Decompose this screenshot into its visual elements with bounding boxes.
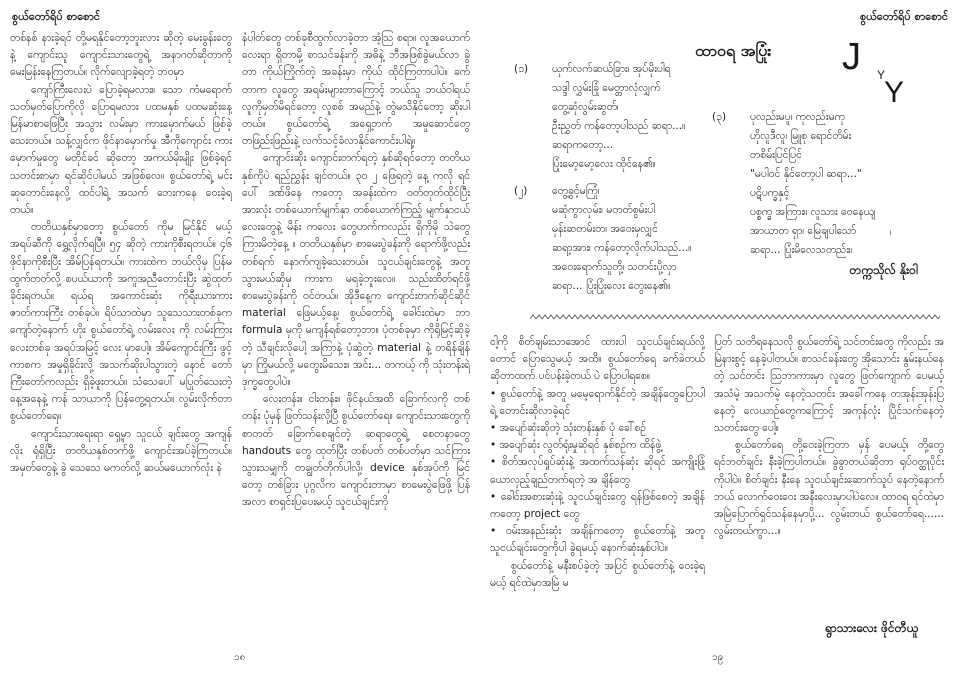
- paragraph: ကျောင်းသားရေးရာ ရှေ့မှာ သူငယ် ချင်းတွေ အကျန်လိုး ရုံရှိပြီး တတိယနှစ်တက်ဖို့ ကျောင်းအပ်ခဲ့ကြတယ်။ အမှတ်တွေနဲ့ ခွဲ သေသေ မကတ်လို့ ဆယ်မယောက်လုံး နဲ: [10, 427, 232, 475]
- poem-line: ပုလည်းမပူ၊ ကုလည်းမကု: [750, 111, 845, 123]
- article-column-2: [714, 334, 944, 599]
- poem-line: ပြုံးမော့မော့လေး ထိုင်နေ၏။: [552, 158, 656, 170]
- bullet-item: • ဝမ်းအနည်းဆုံး အချိန်ကတော့ စွယ်တော်နဲ့ အတူ သူငယ်ချင်းတွေကိုပါ ခွဲရမယ့် နောက်ဆုံးနှစ်ပါပဲ။: [490, 525, 705, 555]
- bullet-item: • စိတ်အလုပ်ရှုပ်ဆုံးနဲ့ အထက်သန်ဆုံး ဆိုရင် အကျိုးဖြုံ ယောလှည့်ချည်တက်ရတဲ့ အ ချိန်တွေ: [490, 456, 705, 486]
- article-author: ရွာသားလေး ဖိုင်တီယူ: [824, 621, 918, 635]
- zigzag-divider: [530, 312, 940, 322]
- poem-line: တစိမ်းပြင်ပြင်: [750, 149, 802, 161]
- poem-line: ယုက်လက်ဆယ်ခြား၊ အုပ်မိုးပါရ: [552, 63, 671, 75]
- paragraph: စွယ်တော်နဲ့ မနီးစပ်ခဲ့တဲ့ အပြင် စွယ်တော်နဲ့ ဝေးခဲ့ရမယ့် ရင်ထဲမှာအမြဲ မ: [490, 559, 705, 589]
- poem-line: ဆရာ... ပြုံးပြုံးလေး တွေးနေ၏။: [552, 280, 671, 292]
- poem-line: မဆုံကွာလှမ်း၊ မတတ်စွမ်းပါ: [552, 204, 656, 216]
- page-number: ၁၈: [234, 652, 246, 663]
- article-column-1: [490, 334, 705, 649]
- running-head: စွယ်တော်ရိပ် စာစောင်: [860, 10, 948, 23]
- paragraph: ကျော်ကြီးလေးပဲ ပြောခဲ့ရမလား။ သော ကံမရောက် သတ်မှတ်ပြောကိုလို ပြောရမလား ပထမနှစ် ပထမဆုံးနေ့ မြန်မာစာဖြေပြီး အသွား လမ်းမှာ ကားမှောက်မယ် ဖြစ်ခဲ့သေးတယ်။ သန့်လျှင်က ဖိုင်နာမှောက်မှု အီကိုကျောင်း ကားမှောက်မှုတွေ မတိုင်ခင် ဆိုတော့ အကယ်မိုးမျိုး ဖြစ်ခဲ့ရင် သတင်းစာမှာ ရင်ဆိုင်ပါမယ် အဖြစ်လေ။ စွယ်တော်ရဲ့ မင်း ဆုတောင်းနေလို့ ထင်ပါရဲ့ အသက် ဘေးကနေ ဝေးခဲ့ရတယ်။: [10, 83, 232, 217]
- stray-mark: ၊: [890, 227, 892, 238]
- bullet-item: • အပျော်ဆုံး လွတ်ရုံးမှုဆိုရင် နှစ်စဉ်က ထိန်ဖွဲ့: [490, 439, 662, 452]
- paragraph: တစ်နစ် နားခဲ့ရင် တို့မရနိုင်တော့ဘူးလား ဆိုတဲ့ မေးခွန်းတွေနဲ့ ကျောင်းသူ ကျောင်းသားတွေရဲ့ အနာဂတ်ဆိုတာကို မေးမြန်းနေကြတယ်။ လိုက်လျောခဲ့ရတဲ့ ဘဝမှာ: [10, 32, 232, 79]
- paragraph: ကျောင်းဆိုး ကျောင်းတက်ရတဲ့ နှစ်ဆိုရင်တော့ တတိယနှစ်ကိုပဲ ရည်ညွှန်း ချင်တယ်။ ၃၀ ၂ ဖြေရတဲ့ နေ့ ကလို ရင်ပေါ် ဒဏ်ဖိနေ ကတော့ အခန်းထဲက ဝတ်တုတ်ထိုင်ပြီး အားလုံး တစ်ယောက်မျက်နှာ တစ်ယောက်ကြည့် မျက်နှာငယ်လေးတွေနဲ့ မိန်း ကလေး တွေဟက်ကလည်း ရှိကိုမို သဲတွေ ကြားမိတဲ့နေ့ ။ တတိယနှစ်မှာ စာမေးပွဲခန်းကို ရောက်ဖို့လည်း တစ်ရက် နောက်ကျခဲ့သေးတယ်။ သူငယ်ချင်းတွေနဲ့ အတူ သွားမယ်ဆိုမှ ကားက မရခဲ့ဘူးလေ။ သည်းထိတ်ရင်ဖို့ စာမေးပွဲခန်းကို ဝင်တယ်။ အိုဒီနေ့က ကျောင်းတက်ဆိုင်ဆိုင် material ဖြေမယ့်နေ့၊ စွယ်တော်ရဲ့ ခေါင်းထဲမှာ ဘာ formula မှကို မကျန်ရစ်တော့ဘာ။ ပုံတစ်ခုမှာ ကိုရိုမြင့်ဆိုခဲ့တဲ့ သီချင်းလိုပေါ့ အကြာနဲ့ ပုံဆွဲတဲ့ material နဲ့ တရိန်ချိန်မှာ ကြိုမယ်လို့ မတွေးမိသေး။ အင်း... တကယ့် ကို သုံးတန်းရဲ့ ဒုက္ခတွေပါပဲ။: [242, 152, 470, 389]
- poem-line: တွေ့ခွင့်မကြုံ၊: [552, 185, 600, 197]
- poem-line: ဦးညွှတ် ကန်တော့ပါသည် ဆရာ...။: [552, 120, 686, 132]
- poem-line: ပဋိပက္ခနှင့်: [750, 187, 790, 199]
- poem-author: တက္ကသိုလ် နိုးဝါ: [849, 263, 918, 277]
- article-column-2: [242, 30, 470, 648]
- paragraph: နံပါတ်တွေ တစ်ခုစီထွက်လာခဲ့တာ အံ့သြ စရာ။ လူအယောက်လေးရာ ရှိတာမို့ စာသင်ခန်းကို အဓိနဲ့ ဘီအဖြစ်ခွဲမယ်လာ ခွဲတာ ကိုယ်ကြိုက်တဲ့ အခန်းမှာ ကိုယ် ထိုင်ကြတာပါပဲ။ ခက်တာက လူတွေ အရမ်းများတာကြောင့် ဘယ်သူ ဘယ်ဝါရယ် လူကိုမှတ်မိရင်တော့ လူစစ် အမည်နဲ့ တွဲမသိနိုင်တော့ ဆိုးပါတယ်။ စွယ်တော်ရဲ့ အရှေ့ဘက် အမှုဆောင်တွေ တဖြည်းဖြည်းနဲ့ လက်သင့်ခံလာနိုင်ကောင်းပါရဲ့။: [242, 32, 470, 148]
- stanza-number: (၃): [712, 111, 727, 123]
- poem-stanza-1: [514, 60, 686, 174]
- poem-line: အဝေးရောက်သူတို့၊ သတင်းပို့လှာ: [552, 261, 677, 273]
- right-page: [480, 0, 960, 681]
- poem-line: သဒ္ဒါ လွှမ်းခြုံ မေတ္တာလုံလျှက်: [552, 82, 661, 94]
- poem-line: ပစ္စက္ခ အကြား။ လူသား ဝေနေယျ: [750, 206, 876, 218]
- poem-title: ထာဝရ အပြုံး: [695, 41, 772, 60]
- bullet-item: • ခေါင်းအစားဆုံးနဲ့ သူငယ်ချင်းတွေ ရန်ဖြစ်စေတဲ့ အချိန်ကတော့ project တွေ: [490, 490, 705, 521]
- paragraph: ပြတ် သတိရနေသလို စွယ်တော်ရဲ့ သင်တင်းတွေ ကိုလည်း အမြဲနားစွင့် နေခဲ့ပါတယ်။ စာသင်ခန်းတွေ အိုသောင်း နွမ်းနယ်နေတဲ့ သင်တင်း ဩဘာကားမှာ လူတွေ ဖြတ်ကျောက် ပေမယ့် အသံမဲ့ အသက်မဲ့ နေတဲ့သတင်း အခေါ်ကနေ တအုန်းအုန်းပြနေတဲ့ လေယာဉ်တွေကကြောင့် အကုန်လုံး ပြိုင်သက်နေတဲ့သတင်းတွေ ပေါ့။: [714, 336, 944, 435]
- poem-stanza-2: [514, 182, 692, 296]
- poem-line: ဆရာကတော့...: [552, 139, 614, 151]
- poem-line: ဆရာ... ပြုံးမိလေသတည်း။: [750, 244, 853, 256]
- page-number: ၁၉: [712, 652, 724, 663]
- running-head: စွယ်တော်ရိပ် စာစောင်: [12, 10, 100, 23]
- bullet-item: • စွယ်တော်နဲ့ အတူ မမေ့ရောက်နိုင်တဲ့ အချိန်တွေပြောပါရဲ့ တောင်းဆိုလာခဲ့ရင်: [490, 387, 705, 417]
- decorative-letter-y-large: Y: [884, 76, 905, 109]
- poem-line: ဟိုလူဒီလူ၊ မြူစု ရောင်တိမ်း: [750, 130, 852, 142]
- poem-stanza-3: [712, 108, 876, 260]
- poem-line: အာယာတ ရှာ၊ မြေချပါသော်: [750, 225, 857, 237]
- paragraph: ငါ့ကို စိတ်ချမ်းသာအောင် ထားပါ သူငယ်ချင်းရယ်လို့တောင် ပြောသွေမယ့် အထိ။ စွယ်တော်ရေ ခက်ခဲတယ် ဆိုတာထက် ပင်ပန်းခဲ့တယ် ပဲ ပြောပါရစေ။: [490, 336, 705, 383]
- decorative-letter-j: J: [842, 36, 861, 78]
- paragraph: လေးတန်း။ ငါးတန်း။ ဖိုင်နယ်အထိ ခြောက်လကို တစ်တန်း ပုံမှန် ဖြတ်သန်းလို့ပြီ စွယ်တော်ရေ။ ကျောင်းသားတွေကို စာတတ် ခြောက်စေချင်တဲ့ ဆရာတွေရဲ့ စေတနာတွေ handouts တွေ ထုတ်ပြီး တစ်ပတ် တစ်ပတ်မှာ သင်ကြားသွားသမျှကို တချွတ်တိုက်ပါလို့၊ device နှစ်အုပ်ကို မြင်တော့ တစ်ခြား ပုဂ္ဂလိက ကျောင်းတာမှာ စာမေးပွဲဖြေဖို့ ပြန်အလာ စာရှင်းပြပေးမယ့် သူငယ်ချင်းကို: [242, 393, 470, 509]
- poem-line: တွေ့ဆုံလွမ်းဆွတ်၊: [552, 101, 619, 113]
- poem-line: ဆရာ့အား၊ ကန်တော့လိုက်ပါသည်...။: [552, 242, 692, 254]
- stanza-number: (၂): [514, 185, 528, 197]
- stanza-number: (၁): [514, 63, 529, 75]
- paragraph: တတိယနှစ်မှာတော့ စွယ်တော် ကိုမ မြင်နိုင် မယ့်အရပ်ဆီကို ရွှေ့လိုက်ရပြီ။ ၅၄ ဆိုတဲ့ ကားကိုစီးရတယ်။ ၄၆ ဖိုင်နာကိုစီးပြီး အိမ်ပြန်ရတယ်။ ကားထဲက ဘယ်လိုမှ ပြန်မထွက်တတ်လို့ စပယ်ယာကို အကူအညီတောင်းပြီး ဆွဲထုတ်ခိုင်းရတယ်။ ရယ်ရ အကောင်းဆုံး ကိုရီးယားကား ဇာတ်ကားကြီး တစ်ခုပဲ။ ရိပ်သာထဲမှာ သူသေသားတစ်ခုက ကျော်တဲ့နောက် ဟိုး စွယ်တော်ရဲ့ လမ်းလေး ကို လမ်းကြားလေးတစ်ခု အရပ်အမြင့် လေး မှာပေါ့။ အိမ်ကျောင်းကြီး ဖွင့်ကာစက အမှုရှိခိုင်းလို့ အသက်ဆိုးပါသွားတဲ့ နောင် တော်ကြီးတော်ကလည်း ရှိခဲ့ဖူးတယ်။ သံသေပေါ် မပြုတ်သေးတဲ့ နေ့အနေနဲ့ ကန် သာယာကို ပြန်တွေ့ရတယ်။ လွမ်းလိုက်တာ စွယ်တော်ရေ။: [10, 221, 232, 423]
- paragraph: စွယ်တော်ရေ တို့ဝေးခဲ့ကြတာ မှန် ပေမယ့်၊ တို့တွေ ရင်ဘတ်ချင်း နီးခဲ့ကြပါတယ်။ ခွဲခွာတယ်ဆိုတာ ရုပ်ဝတ္ထုပိုင်းကိုပါပဲ။ စိတ်ချင်း နီးနေ သူငယ်ချင်းဆောက်သူပ် နေတဲ့နောက် ဘယ် လောက်ဝေးဝေး အနီးလေးမှာပါပဲလေ။ ထာဝရ ရင်ထဲမှာ အမြဲပြောက်ရှင်သန်နေမှာပို့... လွမ်းတယ် စွယ်တော်ရေ...... လွမ်းတယ်ကွာ...။: [714, 439, 944, 538]
- decorative-letter-y-small: Y: [877, 68, 886, 82]
- bullet-item: • အပျော်ဆုံးဆိုတဲ့ သုံးတန်းနှစ် ပုံ ခေါ်စဉ်: [490, 422, 647, 435]
- poem-line: မှန်းဆတမ်းတ၊ အဝေးမှလျှင်: [552, 223, 658, 235]
- poem-line: "မပါဝင် နိုင်တော့ပါ ဆရာ...": [750, 168, 862, 180]
- article-column-1: [10, 30, 232, 648]
